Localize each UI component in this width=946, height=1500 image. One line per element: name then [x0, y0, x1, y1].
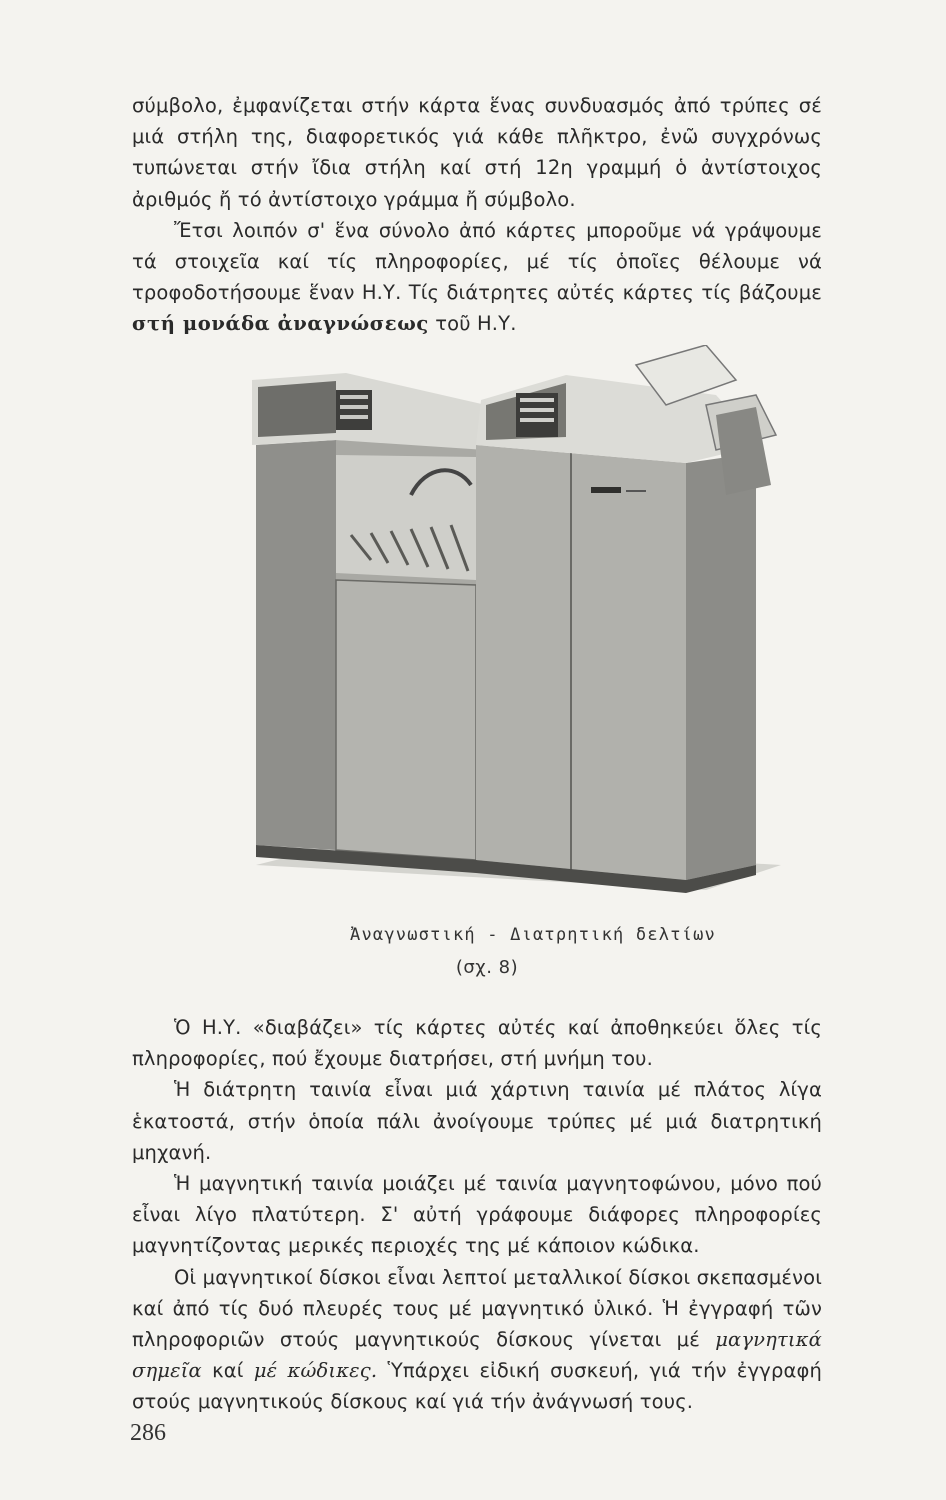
paragraph-6-end: Ὑπάρχει εἰδική συσκευή, γιά τήν ἐγγραφή στούς μαγνητικούς δίσκους καί γιά τήν ἀνάγνωσή τους.	[132, 1359, 823, 1414]
paragraph-3: Ὁ Η.Υ. «διαβάζει» τίς κάρτες αὐτές καί ἀποθηκεύει ὅλες τίς πληροφορίες, πού ἔχουμε διατρήσει, στή μνήμη του.	[132, 1016, 822, 1071]
top-text-block	[132, 90, 822, 340]
figure-caption: Ἀναγνωστική - Διατρητική δελτίων	[350, 925, 716, 945]
paragraph-2	[132, 215, 822, 340]
paragraph-2-bold: στή μονάδα ἀναγνώσεως	[132, 312, 429, 336]
paragraph-2-text: Ἔτσι λοιπόν σ' ἕνα σύνολο ἀπό κάρτες μποροῦμε νά γράψουμε τά στοιχεῖα καί τίς πληροφορίες, μέ τίς ὁποῖες θέλουμε νά τροφοδοτήσουμε ἕναν Η.Υ. Τίς διάτρητες αὐτές κάρτες τίς βάζουμε	[132, 218, 822, 305]
paragraph-4: Ἡ διάτρητη ταινία εἶναι μιά χάρτινη ταινία μέ πλάτος λίγα ἑκατοστά, στήν ὁποία πάλι ἀνοίγουμε τρύπες μέ μιά διατρητική μηχανή.	[132, 1078, 822, 1164]
paragraph-5: Ἡ μαγνητική ταινία μοιάζει μέ ταινία μαγνητοφώνου, μόνο πού εἶναι λίγο πλατύτερη. Σ' αὐτή γράφουμε διάφορες πληροφορίες μαγνητίζοντας μερικές περιοχές της μέ κάποιον κώδικα.	[132, 1172, 822, 1258]
paragraph-6-italic-1: μαγνητικά σημεῖα	[132, 1328, 822, 1383]
paragraph-6-and: καί	[212, 1359, 244, 1383]
paragraph-6-text: Οἱ μαγνητικοί δίσκοι εἶναι λεπτοί μεταλλικοί δίσκοι σκεπασμένοι καί ἀπό τίς δυό πλευρές τους μέ μαγνητικό ὑλικό. Ἡ ἐγγραφή τῶν πληροφοριῶν στούς μαγνητικούς δίσκους γίνεται μέ	[132, 1265, 822, 1352]
page-number: 286	[130, 1420, 166, 1446]
card-reader-punch-photo	[236, 345, 796, 915]
paragraph-6-italic-2: μέ κώδικες.	[253, 1359, 378, 1383]
figure-number: (σχ. 8)	[455, 957, 519, 978]
bottom-text-block	[132, 1012, 822, 1418]
paragraph-1: σύμβολο, ἐμφανίζεται στήν κάρτα ἕνας συνδυασμός ἀπό τρύπες σέ μιά στήλη της, διαφορετικός γιά κάθε πλῆκτρο, ἐνῶ συγχρόνως τυπώνεται στήν ἴδια στήλη καί στή 12η γραμμή ὁ ἀντίστοιχος ἀριθμός ἤ τό ἀντίστοιχο γράμμα ἤ σύμβολο.	[132, 94, 822, 211]
paragraph-2-end: τοῦ Η.Υ.	[435, 312, 517, 336]
paragraph-6	[132, 1262, 822, 1418]
